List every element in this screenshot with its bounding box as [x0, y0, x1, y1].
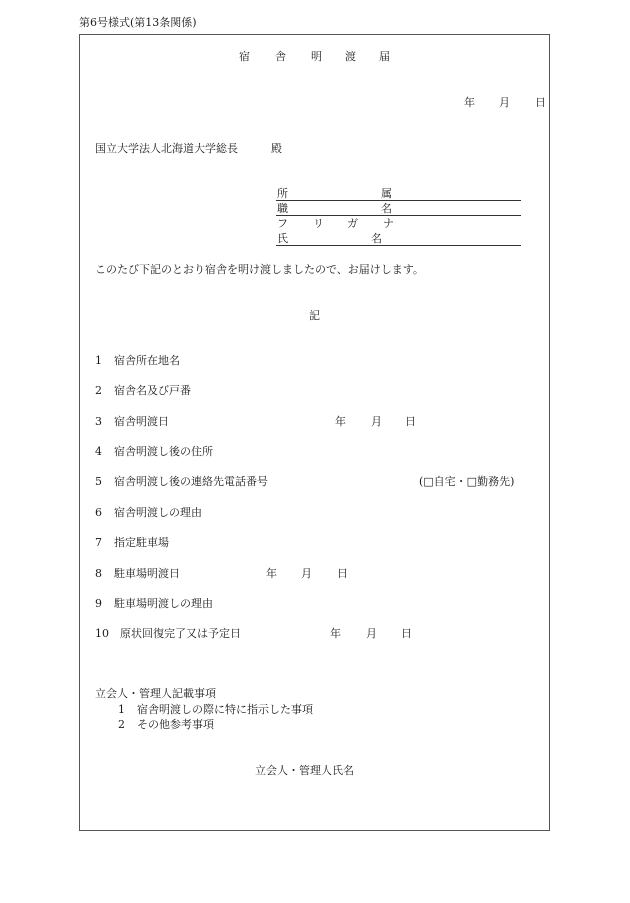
- item-label: 宿舎明渡し後の住所: [114, 445, 213, 458]
- item-label: 宿舎明渡日: [114, 415, 169, 428]
- phone-type-options: (□自宅・□勤務先): [419, 475, 515, 488]
- witness-sub-label: 宿舎明渡しの際に特に指示した事項: [137, 703, 313, 716]
- item-label: 指定駐車場: [114, 536, 169, 549]
- witness-sub-number: 2: [118, 718, 125, 731]
- item-label: 宿舎明渡しの理由: [114, 506, 202, 519]
- item-day-label: 日: [405, 415, 416, 428]
- item-number: 1: [95, 354, 102, 367]
- item-month-label: 月: [371, 415, 382, 428]
- item-number: 5: [95, 475, 102, 488]
- item-month-label: 月: [301, 567, 312, 580]
- item-year-label: 年: [330, 627, 341, 640]
- witness-signature-label: 立会人・管理人氏名: [255, 764, 354, 777]
- form-number: 第6号様式(第13条関係): [79, 16, 197, 29]
- item-label: 原状回復完了又は予定日: [120, 627, 241, 640]
- name-label: 名: [371, 232, 382, 245]
- title-char: 届: [379, 50, 390, 63]
- item-label: 駐車場明渡しの理由: [114, 597, 213, 610]
- date-day-label: 日: [535, 96, 546, 109]
- title-char: 舎: [275, 50, 286, 63]
- position-label: 名: [381, 202, 392, 215]
- item-number: 3: [95, 415, 102, 428]
- item-day-label: 日: [401, 627, 412, 640]
- item-number: 4: [95, 445, 102, 458]
- title-char: 宿: [239, 50, 250, 63]
- item-number: 6: [95, 506, 102, 519]
- title-char: 明: [311, 50, 322, 63]
- item-number: 9: [95, 597, 102, 610]
- furigana-label: ナ: [383, 217, 394, 230]
- item-year-label: 年: [266, 567, 277, 580]
- furigana-label: ガ: [347, 217, 358, 230]
- item-number: 10: [95, 627, 109, 640]
- item-label: 宿舎所在地名: [114, 354, 180, 367]
- position-line: [276, 215, 521, 216]
- title-char: 渡: [345, 50, 356, 63]
- item-label: 駐車場明渡日: [114, 567, 180, 580]
- item-number: 7: [95, 536, 102, 549]
- addressee-honorific: 殿: [271, 142, 282, 155]
- item-month-label: 月: [366, 627, 377, 640]
- date-month-label: 月: [499, 96, 510, 109]
- statement-text: このたび下記のとおり宿舎を明け渡しましたので、お届けします。: [95, 263, 424, 276]
- name-line: [276, 245, 521, 246]
- name-label: 氏: [277, 232, 288, 245]
- position-label: 職: [277, 202, 288, 215]
- affiliation-label: 所: [277, 187, 288, 200]
- furigana-label: フ: [277, 217, 288, 230]
- item-label: 宿舎名及び戸番: [114, 384, 191, 397]
- item-label: 宿舎明渡し後の連絡先電話番号: [114, 475, 268, 488]
- addressee-name: 国立大学法人北海道大学総長: [95, 142, 238, 155]
- affiliation-label: 属: [381, 187, 392, 200]
- item-day-label: 日: [337, 567, 348, 580]
- witness-heading: 立会人・管理人記載事項: [95, 687, 216, 700]
- date-year-label: 年: [464, 96, 475, 109]
- item-year-label: 年: [335, 415, 346, 428]
- item-number: 2: [95, 384, 102, 397]
- witness-sub-number: 1: [118, 703, 125, 716]
- affiliation-line: [276, 200, 521, 201]
- item-number: 8: [95, 567, 102, 580]
- witness-sub-label: その他参考事項: [137, 718, 214, 731]
- furigana-label: リ: [313, 217, 324, 230]
- ki-label: 記: [309, 309, 320, 322]
